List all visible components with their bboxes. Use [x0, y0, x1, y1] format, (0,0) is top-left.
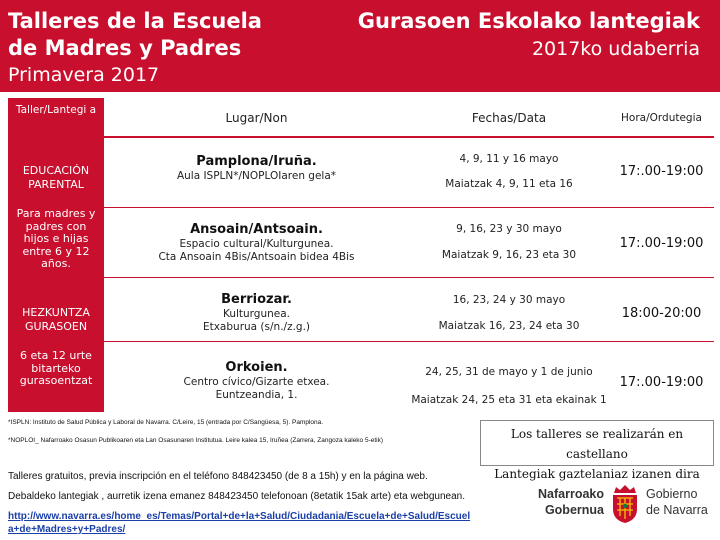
table-row: [104, 342, 714, 412]
row-detail: Espacio cultural/Kulturgunea.: [179, 238, 334, 250]
row-detail: Kulturgunea.: [222, 308, 291, 320]
group1-title: EDUCACIÓN PARENTAL: [22, 164, 90, 191]
season-es: Primavera 2017: [8, 64, 160, 86]
row-dates-es: 9, 16, 23 y 30 mayo: [456, 223, 562, 235]
row-dates-eu: Maiatzak 24, 25 eta 31 eta ekainak 1: [411, 394, 607, 406]
group1-desc: Para madres y padres con hijos e hijas entre 6 y 12 años.: [16, 207, 96, 270]
row-detail: Etxaburua (s/n./z.g.): [202, 321, 311, 333]
row-dates-eu: Maiatzak 16, 23, 24 eta 30: [438, 320, 580, 332]
row-dates-eu: Maiatzak 4, 9, 11 eta 16: [445, 178, 573, 190]
row-dates-eu: Maiatzak 9, 16, 23 eta 30: [441, 249, 577, 261]
schedule-table: [8, 98, 714, 412]
footnote-noploi: *NOPLOI_ Nafarroako Osasun Publikoaren eta Lan Osasunaren Institutua. Leire kalea 15, Iruñea (Zarrera, Zangoza kaleko 5-etik): [8, 437, 384, 444]
gobierno-navarra-logo: [526, 482, 716, 532]
row-detail: Euntzeandia, 1.: [215, 389, 298, 401]
row-place: Orkoien.: [225, 360, 288, 375]
row-hour: 18:00-20:00: [621, 306, 702, 321]
season-eu: 2017ko udaberria: [531, 38, 700, 60]
row-dates-es: 16, 23, 24 y 30 mayo: [452, 294, 566, 306]
logo-eu-line2: Gobernua: [544, 503, 604, 517]
row-hour: 17:.00-19:00: [619, 375, 704, 390]
logo-es-line2: de Navarra: [646, 503, 708, 517]
coat-of-arms-icon: [610, 484, 640, 524]
logo-eu-line1: Nafarroako: [538, 487, 604, 501]
registration-eu: Debaldeko lantegiak , aurretik izena emanez 848423450 telefonoan (8etatik 15ak arte) eta webgunean.: [8, 491, 465, 502]
sidebar: [8, 98, 104, 412]
col-head-hour: Hora/Ordutegia: [609, 98, 714, 138]
row-detail: Cta Ansoain 4Bis/Antsoain bidea 4Bis: [158, 251, 355, 263]
row-place: Ansoain/Antsoain.: [190, 222, 323, 237]
language-note-es: Los talleres se realizarán en castellano: [510, 427, 684, 461]
header-banner: [0, 0, 720, 92]
website-link[interactable]: http://www.navarra.es/home_es/Temas/Portal+de+la+Salud/Ciudadania/Escuela+de+Salud/Escuel: [8, 511, 471, 522]
row-detail: Centro cívico/Gizarte etxea.: [183, 376, 330, 388]
logo-es-line1: Gobierno: [646, 487, 698, 501]
col-head-place: Lugar/Non: [104, 98, 409, 138]
title-eu: Gurasoen Eskolako lantegiak: [357, 9, 700, 33]
language-note-box: [480, 420, 714, 481]
group2-title: HEZKUNTZA GURASOEN: [22, 306, 90, 333]
table-row: [104, 278, 714, 342]
sidebar-head: Taller/Lantegi a: [15, 104, 97, 116]
registration-es: Talleres gratuitos, previa inscripción en el teléfono 848423450 (de 8 a 15h) y en la página web.: [8, 471, 428, 482]
row-dates-es: 24, 25, 31 de mayo y 1 de junio: [425, 366, 593, 378]
row-place: Berriozar.: [221, 292, 292, 307]
title-es-line1: Talleres de la Escuela: [8, 9, 262, 33]
title-es-line2: de Madres y Padres: [8, 36, 242, 60]
group2-desc: 6 eta 12 urte bitarteko gurasoentzat: [19, 349, 93, 387]
row-dates-es: 4, 9, 11 y 16 mayo: [459, 153, 559, 165]
website-link-cont[interactable]: a+de+Madres+y+Padres/: [8, 524, 126, 535]
footnote-ispln: *ISPLN: Instituto de Salud Pública y Laboral de Navarra. C/Leire, 15 (entrada por C/Sangüesa, 5). Pamplona.: [8, 419, 324, 426]
table-row: [104, 208, 714, 278]
language-note-eu: Lantegiak gaztelaniaz izanen dira: [494, 467, 700, 481]
row-place: Pamplona/Iruña.: [196, 154, 317, 169]
table-row: [104, 140, 714, 208]
row-detail: Aula ISPLN*/NOPLOIaren gela*: [176, 170, 337, 182]
row-hour: 17:.00-19:00: [619, 164, 704, 179]
col-head-dates: Fechas/Data: [409, 98, 609, 138]
row-hour: 17:.00-19:00: [619, 236, 704, 251]
